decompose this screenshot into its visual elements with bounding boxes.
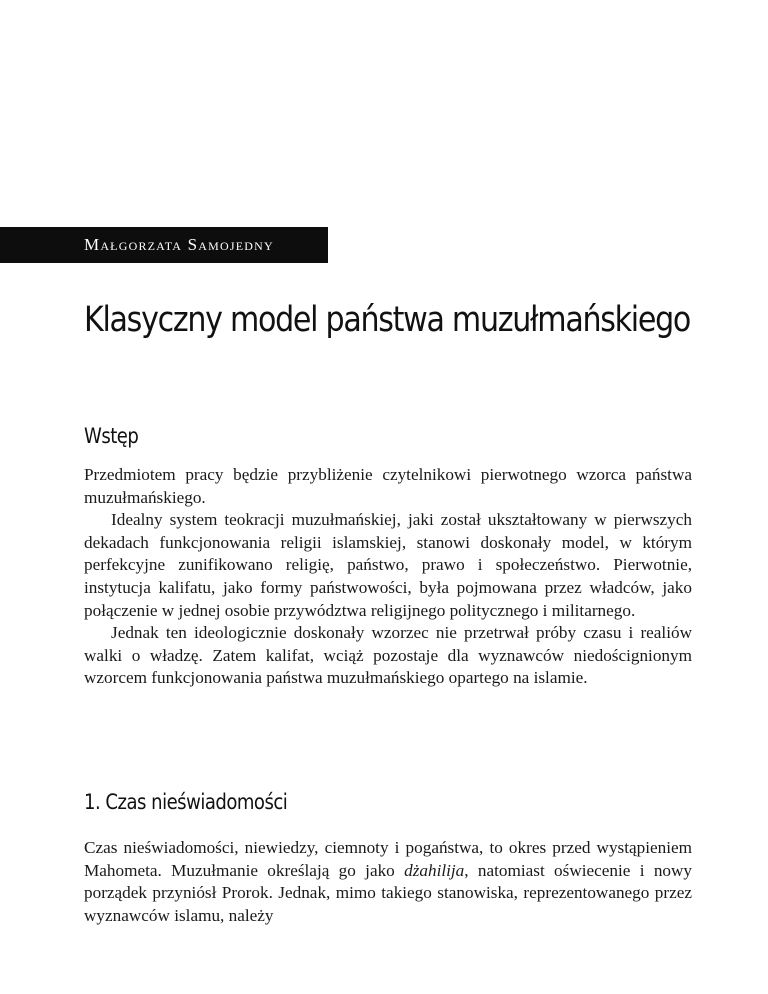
chapter-title: Klasyczny model państwa muzułmańskiego <box>84 300 691 340</box>
author-banner <box>0 227 328 263</box>
author-name: Małgorzata Samojedny <box>84 235 274 254</box>
section-1-body <box>84 837 692 927</box>
section-1-text-start: Czas nieświadomości, niewiedzy, ciemnoty i pogaństwa, to okres przed wystąpieniem Mahometa. Muzułmanie określają go jako <box>84 838 692 880</box>
intro-paragraph-3: Jednak ten ideologicznie doskonały wzorzec nie przetrwał próby czasu i realiów walki o władzę. Zatem kalifat, wciąż pozostaje dla wyznawców niedoścignionym wzorcem funkcjonowania państwa muzułmańskiego opartego na islamie. <box>84 623 692 688</box>
intro-heading: Wstęp <box>84 424 139 448</box>
intro-paragraph-2: Idealny system teokracji muzułmańskiej, jaki został ukształtowany w pierwszych dekadach funkcjonowania religii islamskiej, stanowi doskonały model, w którym perfekcyjne zunifikowano religię, państwo, prawo i społeczeństwo. Pierwotnie, instytucja kalifatu, jako formy państwowości, była pojmowana przez władców, jako połączenie w jednej osobie przywództwa religijnego politycznego i militarnego. <box>84 510 692 620</box>
section-1-heading: 1. Czas nieświadomości <box>84 790 288 814</box>
intro-paragraph-1: Przedmiotem pracy będzie przybliżenie czytelnikowi pierwotnego wzorca państwa muzułmańskiego. <box>84 465 692 507</box>
section-1-text-end: , natomiast oświecenie i nowy porządek przyniósł Prorok. Jednak, mimo takiego stanowiska, reprezentowanego przez wyznawców islamu, należy <box>84 860 693 925</box>
intro-body <box>84 464 692 690</box>
section-1-paragraph <box>84 837 692 927</box>
term-dzahilija: dżahilija <box>404 860 465 880</box>
